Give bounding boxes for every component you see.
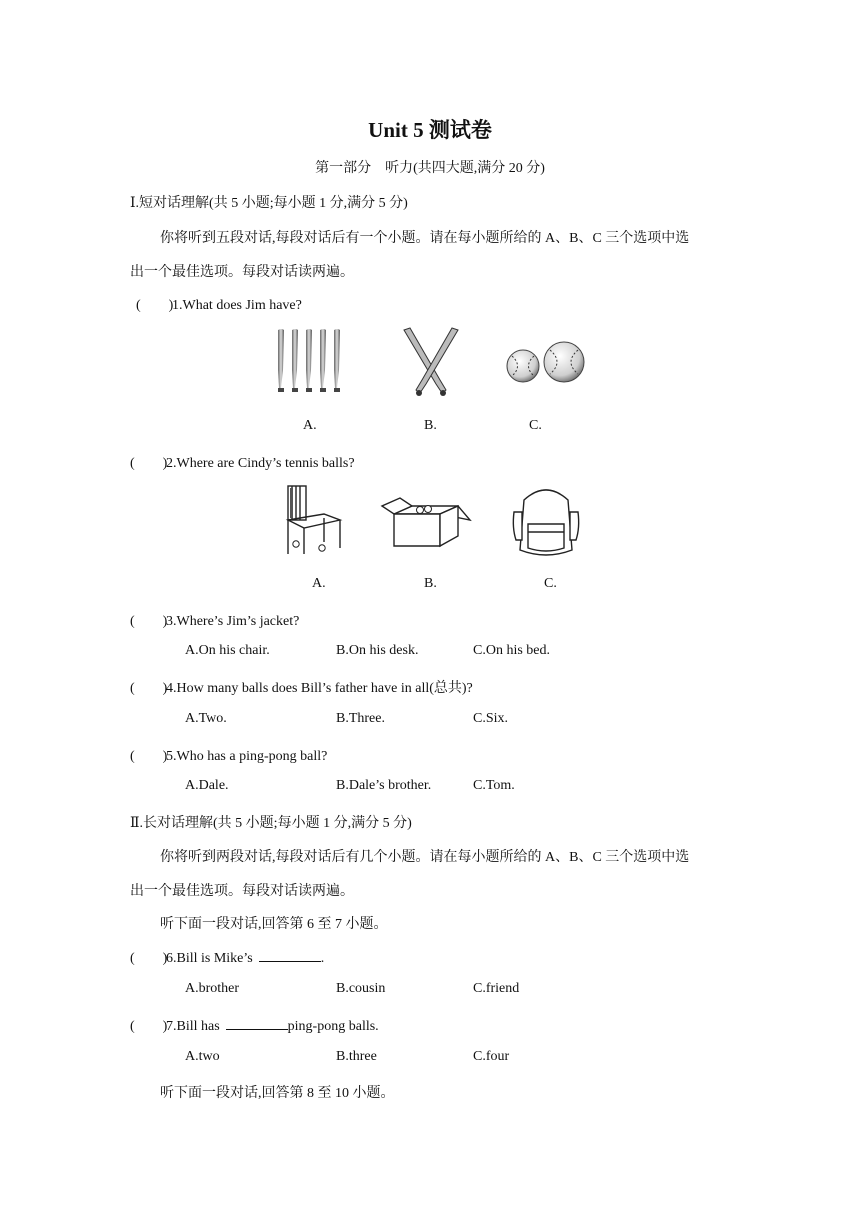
question-4 <box>130 677 473 697</box>
dialog2-note: 听下面一段对话,回答第 8 至 10 小题。 <box>160 1086 395 1101</box>
section1-instruction-line1: 你将听到五段对话,每段对话后有一个小题。请在每小题所给的 A、B、C 三个选项中选 <box>160 231 690 246</box>
answer-bracket[interactable]: ( ) <box>136 298 174 313</box>
question-text: 5.Who has a ping-pong ball? <box>166 749 328 764</box>
section1-instruction-line2: 出一个最佳选项。每段对话读两遍。 <box>130 265 354 280</box>
section2-instruction-line1: 你将听到两段对话,每段对话后有几个小题。请在每小题所给的 A、B、C 三个选项中选 <box>160 850 690 865</box>
q4-option-a[interactable]: A.Two. <box>185 711 227 726</box>
question-1 <box>136 294 302 314</box>
backpack-icon <box>510 484 582 560</box>
page-title: Unit 5 测试卷 <box>368 118 492 142</box>
question-text: 3.Where’s Jim’s jacket? <box>166 614 300 629</box>
chair-with-balls-icon <box>282 484 346 556</box>
q1-option-a-label[interactable]: A. <box>303 418 317 433</box>
q6-option-b[interactable]: B.cousin <box>336 981 386 996</box>
question-7 <box>130 1015 379 1035</box>
section2-instruction-line2: 出一个最佳选项。每段对话读两遍。 <box>130 884 354 899</box>
question-text-end: ping-pong balls. <box>287 1019 379 1034</box>
q7-option-b[interactable]: B.three <box>336 1049 377 1064</box>
q5-option-c[interactable]: C.Tom. <box>473 778 515 793</box>
baseball-bats-icon <box>270 326 350 398</box>
section1-heading: Ⅰ.短对话理解(共 5 小题;每小题 1 分,满分 5 分) <box>130 196 408 211</box>
answer-bracket[interactable]: ( ) <box>130 951 168 966</box>
q3-option-a[interactable]: A.On his chair. <box>185 643 270 658</box>
question-text: 4.How many balls does Bill’s father have in all(总共)? <box>166 681 473 696</box>
section2-heading: Ⅱ.长对话理解(共 5 小题;每小题 1 分,满分 5 分) <box>130 816 412 831</box>
answer-bracket[interactable]: ( ) <box>130 1019 168 1034</box>
fill-blank[interactable] <box>259 949 321 962</box>
answer-bracket[interactable]: ( ) <box>130 456 168 471</box>
question-text: 1.What does Jim have? <box>172 298 302 313</box>
question-5 <box>130 745 327 765</box>
question-2 <box>130 452 355 472</box>
q3-option-c[interactable]: C.On his bed. <box>473 643 550 658</box>
q1-option-b-label[interactable]: B. <box>424 418 437 433</box>
question-text: 7.Bill has <box>166 1019 220 1034</box>
question-text-end: . <box>320 951 325 966</box>
q6-option-a[interactable]: A.brother <box>185 981 240 996</box>
q7-option-c[interactable]: C.four <box>473 1049 510 1064</box>
q5-option-a[interactable]: A.Dale. <box>185 778 229 793</box>
answer-bracket[interactable]: ( ) <box>130 749 168 764</box>
q2-option-c-label[interactable]: C. <box>544 576 557 591</box>
page-subtitle: 第一部分 听力(共四大题,满分 20 分) <box>315 161 545 176</box>
q7-option-a[interactable]: A.two <box>185 1049 220 1064</box>
box-with-balls-icon <box>380 496 472 552</box>
baseballs-icon <box>504 340 586 386</box>
answer-bracket[interactable]: ( ) <box>130 681 168 696</box>
q4-option-b[interactable]: B.Three. <box>336 711 385 726</box>
crossed-bats-icon <box>396 326 466 398</box>
q3-option-b[interactable]: B.On his desk. <box>336 643 419 658</box>
q6-option-c[interactable]: C.friend <box>473 981 520 996</box>
q1-option-c-label[interactable]: C. <box>529 418 542 433</box>
answer-bracket[interactable]: ( ) <box>130 614 168 629</box>
fill-blank[interactable] <box>226 1017 288 1030</box>
question-text: 2.Where are Cindy’s tennis balls? <box>166 456 355 471</box>
q2-option-b-label[interactable]: B. <box>424 576 437 591</box>
q4-option-c[interactable]: C.Six. <box>473 711 509 726</box>
question-text: 6.Bill is Mike’s <box>166 951 253 966</box>
dialog1-note: 听下面一段对话,回答第 6 至 7 小题。 <box>160 917 388 932</box>
q2-option-a-label[interactable]: A. <box>312 576 326 591</box>
q5-option-b[interactable]: B.Dale’s brother. <box>336 778 432 793</box>
question-6 <box>130 947 324 967</box>
question-3 <box>130 610 299 630</box>
